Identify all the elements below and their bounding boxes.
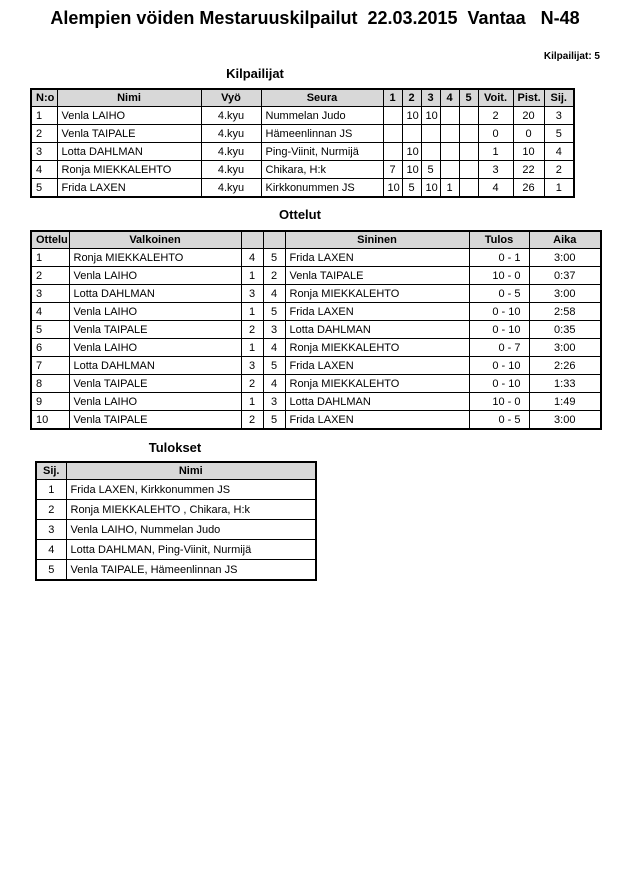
col-header-sij: Sij.	[544, 89, 574, 107]
cell-score: 7	[383, 161, 402, 179]
cell-blue-name: Frida LAXEN	[285, 411, 469, 430]
cell-blue-name: Ronja MIEKKALEHTO	[285, 375, 469, 393]
match-row	[31, 393, 601, 411]
cell-seura: Hämeenlinnan JS	[261, 125, 383, 143]
cell-sij: 4	[36, 540, 66, 560]
cell-match-no: 8	[31, 375, 69, 393]
cell-tulos: 0 - 7	[469, 339, 529, 357]
cell-sij: 3	[36, 520, 66, 540]
cell-aika: 2:26	[529, 357, 601, 375]
cell-match-no: 3	[31, 285, 69, 303]
col-header-voit: Voit.	[478, 89, 513, 107]
cell-voit: 2	[478, 107, 513, 125]
cell-white-no: 1	[241, 393, 263, 411]
cell-score: 10	[402, 143, 421, 161]
match-row	[31, 249, 601, 267]
match-row	[31, 285, 601, 303]
cell-seura: Ping-Viinit, Nurmijä	[261, 143, 383, 161]
ottelut-table	[30, 230, 602, 430]
cell-pist: 0	[513, 125, 544, 143]
col-header-match-4: 4	[440, 89, 459, 107]
cell-blue-name: Venla TAIPALE	[285, 267, 469, 285]
result-row	[36, 540, 316, 560]
cell-white-name: Venla TAIPALE	[69, 375, 241, 393]
ottelut-header-row	[31, 231, 601, 249]
cell-nimi: Venla TAIPALE, Hämeenlinnan JS	[66, 560, 316, 581]
cell-blue-name: Frida LAXEN	[285, 303, 469, 321]
cell-blue-no: 5	[263, 303, 285, 321]
cell-aika: 0:35	[529, 321, 601, 339]
cell-vyo: 4.kyu	[201, 107, 261, 125]
cell-blue-no: 3	[263, 321, 285, 339]
cell-score	[459, 161, 478, 179]
cell-blue-no: 5	[263, 357, 285, 375]
cell-white-name: Lotta DAHLMAN	[69, 357, 241, 375]
col-header-white-no	[241, 231, 263, 249]
cell-vyo: 4.kyu	[201, 179, 261, 198]
cell-tulos: 0 - 10	[469, 321, 529, 339]
col-header-match-1: 1	[383, 89, 402, 107]
col-header-aika: Aika	[529, 231, 601, 249]
cell-blue-name: Ronja MIEKKALEHTO	[285, 339, 469, 357]
cell-aika: 0:37	[529, 267, 601, 285]
cell-vyo: 4.kyu	[201, 161, 261, 179]
cell-score	[440, 125, 459, 143]
cell-no: 4	[31, 161, 57, 179]
cell-score: 10	[383, 179, 402, 198]
cell-aika: 3:00	[529, 285, 601, 303]
cell-match-no: 10	[31, 411, 69, 430]
cell-match-no: 1	[31, 249, 69, 267]
cell-score: 5	[402, 179, 421, 198]
cell-pist: 10	[513, 143, 544, 161]
cell-tulos: 0 - 1	[469, 249, 529, 267]
ottelut-section-title: Ottelut	[279, 207, 321, 222]
cell-sij: 1	[544, 179, 574, 198]
col-header-sininen: Sininen	[285, 231, 469, 249]
result-row	[36, 520, 316, 540]
cell-score	[440, 161, 459, 179]
col-header-match-3: 3	[421, 89, 440, 107]
cell-nimi: Ronja MIEKKALEHTO	[57, 161, 201, 179]
kilpailijat-table	[30, 88, 575, 198]
cell-white-name: Lotta DAHLMAN	[69, 285, 241, 303]
cell-voit: 0	[478, 125, 513, 143]
cell-tulos: 0 - 5	[469, 411, 529, 430]
cell-nimi: Lotta DAHLMAN, Ping-Viinit, Nurmijä	[66, 540, 316, 560]
cell-blue-no: 4	[263, 285, 285, 303]
result-row	[36, 480, 316, 500]
cell-nimi: Frida LAXEN	[57, 179, 201, 198]
cell-aika: 3:00	[529, 339, 601, 357]
match-row	[31, 375, 601, 393]
cell-nimi: Lotta DAHLMAN	[57, 143, 201, 161]
cell-sij: 3	[544, 107, 574, 125]
tulokset-table	[35, 461, 317, 581]
cell-score: 10	[402, 107, 421, 125]
cell-white-no: 1	[241, 267, 263, 285]
cell-nimi: Venla LAIHO	[57, 107, 201, 125]
cell-white-no: 3	[241, 285, 263, 303]
cell-aika: 3:00	[529, 411, 601, 430]
cell-score: 10	[421, 107, 440, 125]
match-row	[31, 303, 601, 321]
match-row	[31, 267, 601, 285]
cell-score: 1	[440, 179, 459, 198]
table-row	[31, 179, 574, 198]
cell-score	[383, 107, 402, 125]
cell-match-no: 9	[31, 393, 69, 411]
cell-score	[459, 179, 478, 198]
cell-tulos: 0 - 10	[469, 375, 529, 393]
cell-voit: 4	[478, 179, 513, 198]
cell-score	[440, 107, 459, 125]
cell-sij: 5	[36, 560, 66, 581]
cell-nimi: Venla LAIHO, Nummelan Judo	[66, 520, 316, 540]
cell-white-no: 4	[241, 249, 263, 267]
table-row	[31, 161, 574, 179]
cell-blue-name: Lotta DAHLMAN	[285, 393, 469, 411]
cell-white-name: Venla TAIPALE	[69, 411, 241, 430]
cell-score	[383, 143, 402, 161]
cell-tulos: 10 - 0	[469, 267, 529, 285]
match-row	[31, 321, 601, 339]
result-row	[36, 500, 316, 520]
cell-no: 1	[31, 107, 57, 125]
cell-match-no: 7	[31, 357, 69, 375]
cell-score: 10	[402, 161, 421, 179]
cell-nimi: Ronja MIEKKALEHTO , Chikara, H:k	[66, 500, 316, 520]
tulokset-section-title: Tulokset	[148, 440, 202, 455]
cell-voit: 3	[478, 161, 513, 179]
cell-no: 2	[31, 125, 57, 143]
cell-score	[421, 125, 440, 143]
cell-match-no: 4	[31, 303, 69, 321]
cell-white-name: Venla TAIPALE	[69, 321, 241, 339]
col-header-valkoinen: Valkoinen	[69, 231, 241, 249]
cell-aika: 1:33	[529, 375, 601, 393]
cell-vyo: 4.kyu	[201, 125, 261, 143]
cell-match-no: 2	[31, 267, 69, 285]
cell-white-no: 1	[241, 339, 263, 357]
cell-pist: 26	[513, 179, 544, 198]
col-header-pist: Pist.	[513, 89, 544, 107]
cell-score: 5	[421, 161, 440, 179]
cell-tulos: 0 - 10	[469, 357, 529, 375]
cell-score	[440, 143, 459, 161]
kilpailijat-section-title: Kilpailijat	[226, 66, 284, 81]
cell-pist: 20	[513, 107, 544, 125]
tulokset-header-row	[36, 462, 316, 480]
cell-sij: 2	[544, 161, 574, 179]
col-header-blue-no	[263, 231, 285, 249]
cell-white-no: 3	[241, 357, 263, 375]
col-header-nimi: Nimi	[66, 462, 316, 480]
col-header-no: N:o	[31, 89, 57, 107]
cell-blue-no: 2	[263, 267, 285, 285]
cell-white-name: Venla LAIHO	[69, 393, 241, 411]
cell-match-no: 6	[31, 339, 69, 357]
cell-aika: 3:00	[529, 249, 601, 267]
col-header-sij: Sij.	[36, 462, 66, 480]
col-header-match-2: 2	[402, 89, 421, 107]
cell-white-name: Venla LAIHO	[69, 267, 241, 285]
cell-blue-no: 5	[263, 411, 285, 430]
cell-score	[421, 143, 440, 161]
cell-blue-name: Frida LAXEN	[285, 249, 469, 267]
cell-white-name: Venla LAIHO	[69, 339, 241, 357]
cell-score	[402, 125, 421, 143]
cell-white-name: Ronja MIEKKALEHTO	[69, 249, 241, 267]
cell-nimi: Frida LAXEN, Kirkkonummen JS	[66, 480, 316, 500]
cell-aika: 1:49	[529, 393, 601, 411]
match-row	[31, 411, 601, 430]
cell-seura: Nummelan Judo	[261, 107, 383, 125]
cell-blue-no: 4	[263, 375, 285, 393]
col-header-nimi: Nimi	[57, 89, 201, 107]
col-header-tulos: Tulos	[469, 231, 529, 249]
match-row	[31, 339, 601, 357]
table-row	[31, 107, 574, 125]
table-row	[31, 125, 574, 143]
kilpailijat-header-row	[31, 89, 574, 107]
cell-vyo: 4.kyu	[201, 143, 261, 161]
cell-tulos: 0 - 10	[469, 303, 529, 321]
cell-white-no: 2	[241, 375, 263, 393]
cell-blue-name: Lotta DAHLMAN	[285, 321, 469, 339]
cell-blue-no: 4	[263, 339, 285, 357]
col-header-vyo: Vyö	[201, 89, 261, 107]
cell-voit: 1	[478, 143, 513, 161]
cell-tulos: 10 - 0	[469, 393, 529, 411]
cell-blue-no: 3	[263, 393, 285, 411]
result-row	[36, 560, 316, 581]
cell-score	[383, 125, 402, 143]
cell-no: 5	[31, 179, 57, 198]
cell-pist: 22	[513, 161, 544, 179]
cell-score	[459, 107, 478, 125]
cell-white-no: 2	[241, 321, 263, 339]
page-title: Alempien vöiden Mestaruuskilpailut 22.03.2015 Vantaa N-48	[50, 8, 580, 28]
cell-no: 3	[31, 143, 57, 161]
cell-white-no: 1	[241, 303, 263, 321]
cell-blue-name: Frida LAXEN	[285, 357, 469, 375]
cell-score: 10	[421, 179, 440, 198]
cell-score	[459, 125, 478, 143]
cell-tulos: 0 - 5	[469, 285, 529, 303]
competitor-count-label: Kilpailijat: 5	[543, 51, 600, 62]
cell-nimi: Venla TAIPALE	[57, 125, 201, 143]
cell-white-name: Venla LAIHO	[69, 303, 241, 321]
table-row	[31, 143, 574, 161]
cell-seura: Kirkkonummen JS	[261, 179, 383, 198]
col-header-ottelu: Ottelu	[31, 231, 69, 249]
cell-blue-name: Ronja MIEKKALEHTO	[285, 285, 469, 303]
cell-sij: 5	[544, 125, 574, 143]
match-row	[31, 357, 601, 375]
col-header-match-5: 5	[459, 89, 478, 107]
cell-score	[459, 143, 478, 161]
cell-white-no: 2	[241, 411, 263, 430]
col-header-seura: Seura	[261, 89, 383, 107]
cell-sij: 4	[544, 143, 574, 161]
cell-sij: 2	[36, 500, 66, 520]
cell-blue-no: 5	[263, 249, 285, 267]
cell-sij: 1	[36, 480, 66, 500]
cell-match-no: 5	[31, 321, 69, 339]
cell-seura: Chikara, H:k	[261, 161, 383, 179]
cell-aika: 2:58	[529, 303, 601, 321]
